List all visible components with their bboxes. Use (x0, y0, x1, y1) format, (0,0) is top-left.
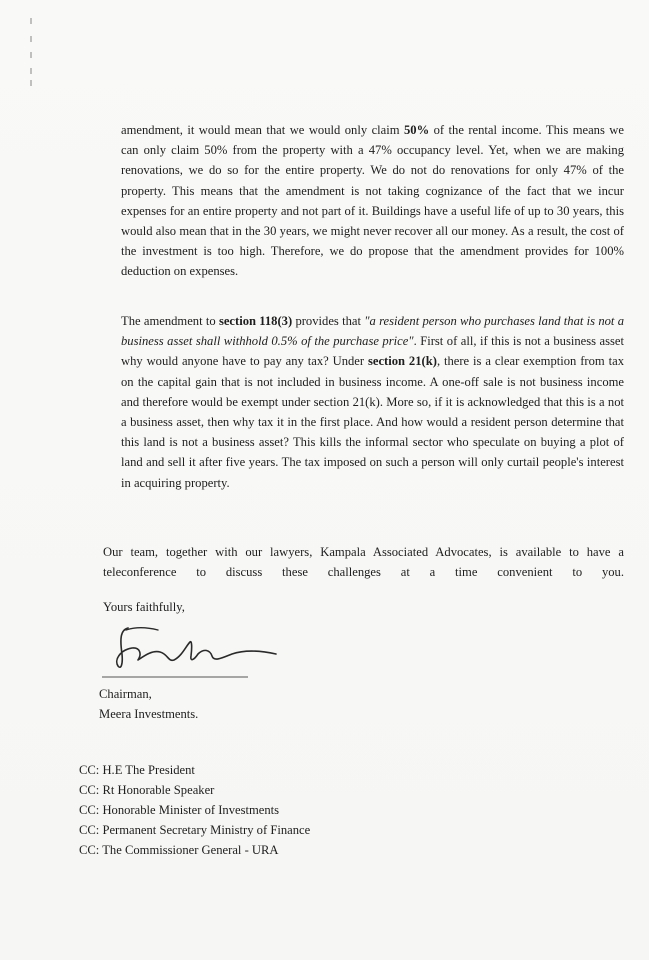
para2-text-2: provides that (292, 314, 365, 328)
para2-text-4: , there is a clear exemption from tax on the capital gain that is not included in business income. A one-off sale is not business income and therefore would be exempt under section 21(k). More so, if it is acknowledged that this is a not a business asset, then why tax it in the first place. And how would a resident person determine that this land is not a business asset? This kills the informal sector who speculate on buying a plot of land and sell it after five years. The tax imposed on such a person will only curtail people's interest in acquiring property. (121, 354, 624, 490)
para2-italic-quote: "a resident person who purchases land that is not a business asset shall withhold 0.5% of the purchase price" (121, 314, 624, 349)
para3-line-1: Our team, together with our lawyers, Kampala Associated Advocates, is available to have a (103, 545, 624, 559)
para2-text-1: The amendment to (121, 314, 219, 328)
para1-bold-percent: 50% (403, 123, 430, 137)
para1-text-2: of the rental income. This means we can only claim 50% from the property with a 47% occupancy level. Yet, when we are making renovations, we do so for the entire property. We do not do renovations for only 47% of the property. This means that the amendment is not taking cognizance of the fact that we incur expenses for an entire property and not part of it. Buildings have a useful life of up to 30 years, this would also mean that in the 30 years, we might never recover all our money. As a result, the cost of the investment is too high. Therefore, we do propose that the amendment provides for 100% deduction on expenses. (121, 123, 624, 279)
cc-item: CC: Permanent Secretary Ministry of Finance (79, 823, 311, 837)
para2-bold-section-118: section 118(3) (218, 314, 293, 328)
signatory-title: Chairman, (99, 687, 152, 701)
para2-text-3: . First of all, if this is not a business asset why would anyone have to pay any tax? Under (121, 334, 624, 369)
cc-item: CC: H.E The President (79, 763, 195, 777)
cc-list (79, 760, 310, 860)
para3-line-2: teleconference to discuss these challenges at a time convenient to you. (103, 565, 624, 580)
signatory-organization: Meera Investments. (99, 707, 199, 721)
closing-salutation: Yours faithfully, (103, 600, 185, 614)
paragraph-section-118 (121, 311, 624, 493)
paragraph-rental-income (121, 120, 624, 282)
cc-item: CC: Honorable Minister of Investments (79, 803, 280, 817)
scan-margin-marks (30, 18, 38, 88)
handwritten-signature (98, 620, 288, 682)
para2-bold-section-21k: section 21(k) (367, 354, 437, 369)
cc-item: CC: Rt Honorable Speaker (79, 783, 215, 797)
signatory-block (99, 684, 198, 724)
paragraph-teleconference (103, 542, 624, 582)
cc-item: CC: The Commissioner General - URA (79, 843, 279, 857)
para1-text-1: amendment, it would mean that we would only claim (121, 123, 404, 137)
